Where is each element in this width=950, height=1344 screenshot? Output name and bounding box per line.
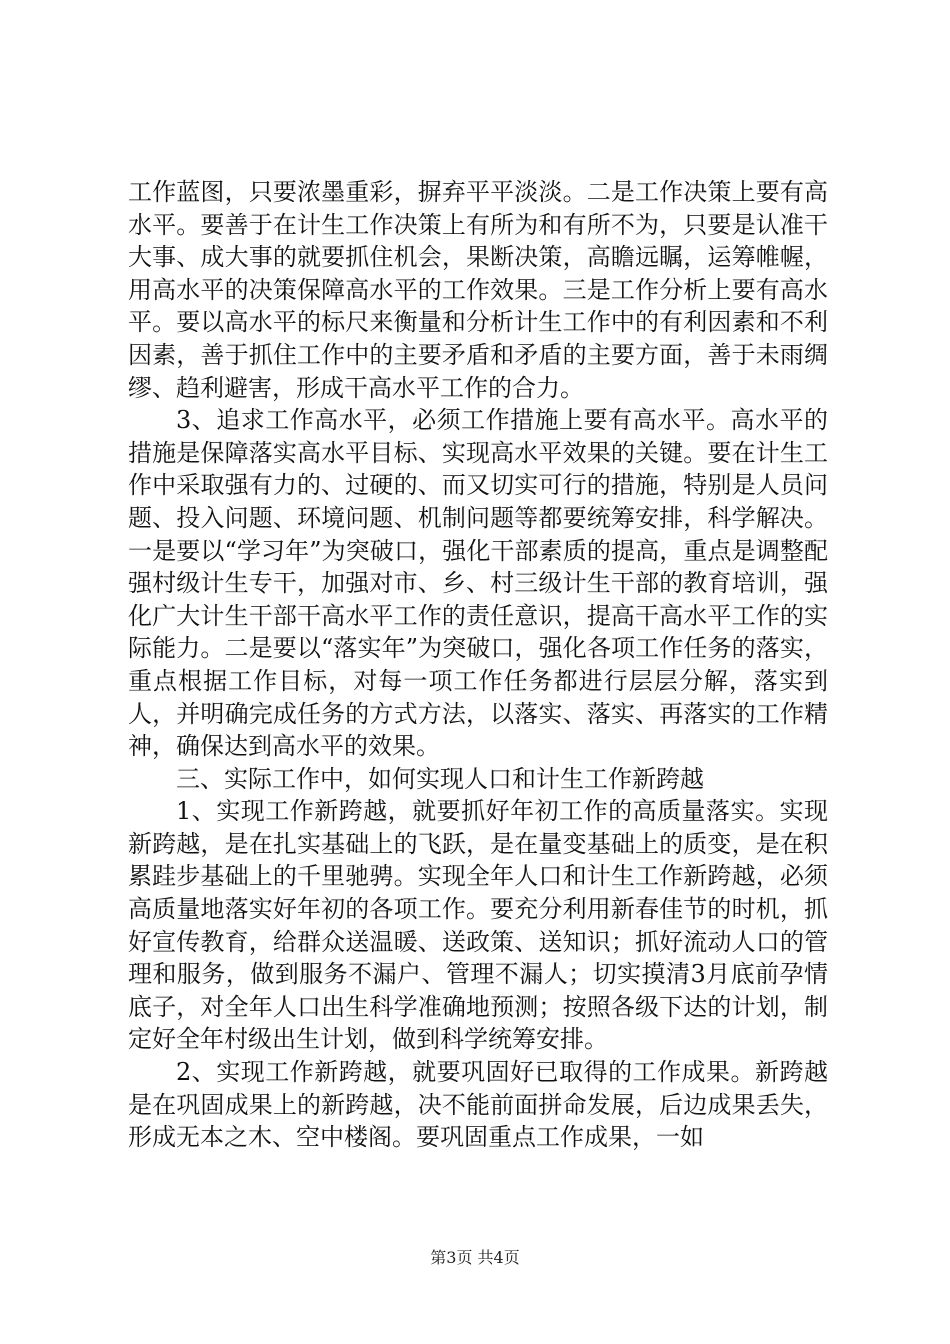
paragraph-3: 1、实现工作新跨越，就要抓好年初工作的高质量落实。实现新跨越，是在扎实基础上的飞跃，是在量变基础上的质变，是在积累跬步基础上的千里驰骋。实现全年人口和计生工作新跨越，必须高质量地落实好年初的各项工作。要充分利用新春佳节的时机，抓好宣传教育，给群众送温暖、送政策、送知识；抓好流动人口的管理和服务，做到服务不漏户、管理不漏人；切实摸清3月底前孕情底子，对全年人口出生科学准确地预测；按照各级下达的计划，制定好全年村级出生计划，做到科学统筹安排。 [128,797,828,1054]
paragraph-1: 工作蓝图，只要浓墨重彩，摒弃平平淡淡。二是工作决策上要有高水平。要善于在计生工作决策上有所为和有所不为，只要是认准干大事、成大事的就要抓住机会，果断决策，高瞻远瞩，运筹帷幄，用高水平的决策保障高水平的工作效果。三是工作分析上要有高水平。要以高水平的标尺来衡量和分析计生工作中的有利因素和不利因素，善于抓住工作中的主要矛盾和矛盾的主要方面，善于未雨绸缪、趋利避害，形成干高水平工作的合力。 [128,178,828,402]
paragraph-4: 2、实现工作新跨越，就要巩固好已取得的工作成果。新跨越是在巩固成果上的新跨越，决不能前面拼命发展，后边成果丢失，形成无本之木、空中楼阁。要巩固重点工作成果，一如 [128,1058,828,1152]
section-heading: 三、实际工作中，如何实现人口和计生工作新跨越 [176,764,704,793]
page-number-footer: 第3页 共4页 [430,1248,520,1267]
paragraph-2: 3、追求工作高水平，必须工作措施上要有高水平。高水平的措施是保障落实高水平目标、实现高水平效果的关键。要在计生工作中采取强有力的、过硬的、而又切实可行的措施，特别是人员问题、投入问题、环境问题、机制问题等都要统筹安排，科学解决。一是要以“学习年”为突破口，强化干部素质的提高，重点是调整配强村级计生专干，加强对市、乡、村三级计生干部的教育培训，强化广大计生干部干高水平工作的责任意识，提高干高水平工作的实际能力。二是要以“落实年”为突破口，强化各项工作任务的落实，重点根据工作目标，对每一项工作任务都进行层层分解，落实到人，并明确完成任务的方式方法，以落实、落实、再落实的工作精神，确保达到高水平的效果。 [128,406,828,761]
document-body [128,176,828,1154]
